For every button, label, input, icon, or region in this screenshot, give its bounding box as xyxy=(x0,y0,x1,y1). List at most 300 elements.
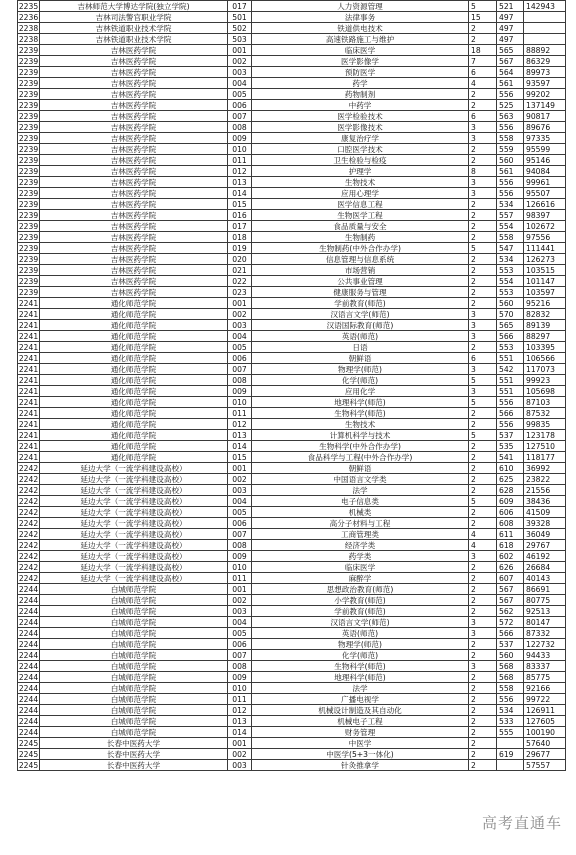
major-code-cell: 009 xyxy=(228,386,252,397)
school-name-cell: 吉林医药学院 xyxy=(40,188,228,199)
table-row xyxy=(18,320,566,331)
major-code-cell: 012 xyxy=(228,419,252,430)
plan-count-cell: 2 xyxy=(469,573,497,584)
min-score-cell: 560 xyxy=(497,298,524,309)
school-name-cell: 吉林医药学院 xyxy=(40,45,228,56)
min-rank-cell xyxy=(524,34,566,45)
major-name-cell: 汉语言文学(师范) xyxy=(252,309,469,320)
school-name-cell: 白城师范学院 xyxy=(40,617,228,628)
table-row xyxy=(18,342,566,353)
major-name-cell: 物理学(师范) xyxy=(252,639,469,650)
plan-count-cell: 6 xyxy=(469,67,497,78)
min-rank-cell: 99835 xyxy=(524,419,566,430)
major-code-cell: 016 xyxy=(228,210,252,221)
major-code-cell: 009 xyxy=(228,672,252,683)
plan-count-cell: 2 xyxy=(469,716,497,727)
school-name-cell: 通化师范学院 xyxy=(40,320,228,331)
school-name-cell: 吉林医药学院 xyxy=(40,177,228,188)
school-code-cell: 2242 xyxy=(18,474,39,484)
major-name-cell: 高速铁路施工与维护 xyxy=(252,34,469,45)
min-score-cell: 534 xyxy=(497,254,524,265)
plan-count-cell: 3 xyxy=(469,628,497,639)
school-code-cell: 2239 xyxy=(18,111,39,121)
admission-score-table xyxy=(17,0,566,771)
major-code-cell: 001 xyxy=(228,738,252,749)
table-row xyxy=(18,232,566,243)
school-code-cell: 2245 xyxy=(18,760,39,770)
min-score-cell: 602 xyxy=(497,551,524,562)
plan-count-cell: 2 xyxy=(469,265,497,276)
major-code-cell: 005 xyxy=(228,507,252,518)
min-rank-cell: 142943 xyxy=(524,1,566,12)
school-code-cell: 2242 xyxy=(18,562,39,572)
major-name-cell: 高分子材料与工程 xyxy=(252,518,469,529)
min-score-cell: 556 xyxy=(497,397,524,408)
plan-count-cell: 2 xyxy=(469,276,497,287)
min-score-cell: 561 xyxy=(497,166,524,177)
major-name-cell: 健康服务与管理 xyxy=(252,287,469,298)
min-rank-cell: 93597 xyxy=(524,78,566,89)
min-rank-cell: 41509 xyxy=(524,507,566,518)
school-name-cell: 通化师范学院 xyxy=(40,441,228,452)
major-name-cell: 护理学 xyxy=(252,166,469,177)
table-row xyxy=(18,760,566,771)
table-row xyxy=(18,265,566,276)
plan-count-cell: 2 xyxy=(469,221,497,232)
min-score-cell: 562 xyxy=(497,606,524,617)
table-row xyxy=(18,727,566,738)
major-code-cell: 009 xyxy=(228,551,252,562)
school-code-cell: 2239 xyxy=(18,276,39,286)
min-score-cell: 559 xyxy=(497,144,524,155)
table-row xyxy=(18,749,566,760)
major-code-cell: 005 xyxy=(228,628,252,639)
major-code-cell: 003 xyxy=(228,320,252,331)
min-score-cell: 537 xyxy=(497,430,524,441)
min-rank-cell: 94433 xyxy=(524,650,566,661)
table-row xyxy=(18,419,566,430)
min-score-cell: 554 xyxy=(497,276,524,287)
school-name-cell: 吉林医药学院 xyxy=(40,56,228,67)
school-code-cell: 2241 xyxy=(18,364,39,374)
major-code-cell: 012 xyxy=(228,705,252,716)
school-code-cell: 2241 xyxy=(18,386,39,396)
table-row xyxy=(18,683,566,694)
min-rank-cell: 89973 xyxy=(524,67,566,78)
min-rank-cell: 117073 xyxy=(524,364,566,375)
min-rank-cell: 95146 xyxy=(524,155,566,166)
major-name-cell: 生物技术 xyxy=(252,177,469,188)
table-row xyxy=(18,463,566,474)
min-score-cell: 554 xyxy=(497,221,524,232)
school-code-cell: 2239 xyxy=(18,67,39,77)
min-rank-cell: 123178 xyxy=(524,430,566,441)
major-name-cell: 食品质量与安全 xyxy=(252,221,469,232)
min-score-cell: 547 xyxy=(497,243,524,254)
min-rank-cell: 87532 xyxy=(524,408,566,419)
min-rank-cell: 127510 xyxy=(524,441,566,452)
school-code-cell: 2242 xyxy=(18,496,39,506)
min-rank-cell: 80775 xyxy=(524,595,566,606)
school-name-cell: 延边大学（一流学科建设高校） xyxy=(40,540,228,551)
min-score-cell: 525 xyxy=(497,100,524,111)
plan-count-cell: 2 xyxy=(469,518,497,529)
table-row xyxy=(18,364,566,375)
min-score-cell: 567 xyxy=(497,584,524,595)
table-body xyxy=(18,1,566,771)
school-name-cell: 延边大学（一流学科建设高校） xyxy=(40,474,228,485)
major-name-cell: 化学(师范) xyxy=(252,650,469,661)
plan-count-cell: 6 xyxy=(469,111,497,122)
school-code-cell: 2244 xyxy=(18,606,39,616)
school-code-cell: 2241 xyxy=(18,342,39,352)
min-rank-cell: 94084 xyxy=(524,166,566,177)
table-row xyxy=(18,221,566,232)
school-name-cell: 通化师范学院 xyxy=(40,408,228,419)
min-score-cell: 556 xyxy=(497,694,524,705)
min-rank-cell: 95599 xyxy=(524,144,566,155)
table-row xyxy=(18,111,566,122)
school-code-cell: 2244 xyxy=(18,716,39,726)
school-code-cell: 2242 xyxy=(18,507,39,517)
plan-count-cell: 3 xyxy=(469,188,497,199)
school-code-cell: 2241 xyxy=(18,441,39,451)
school-name-cell: 通化师范学院 xyxy=(40,375,228,386)
major-name-cell: 生物技术 xyxy=(252,419,469,430)
table-row xyxy=(18,78,566,89)
plan-count-cell: 8 xyxy=(469,166,497,177)
school-code-cell: 2241 xyxy=(18,408,39,418)
school-name-cell: 吉林医药学院 xyxy=(40,210,228,221)
min-score-cell: 570 xyxy=(497,309,524,320)
major-name-cell: 医学影像技术 xyxy=(252,122,469,133)
plan-count-cell: 2 xyxy=(469,100,497,111)
min-rank-cell: 103597 xyxy=(524,287,566,298)
major-code-cell: 003 xyxy=(228,760,252,771)
school-name-cell: 白城师范学院 xyxy=(40,606,228,617)
school-name-cell: 通化师范学院 xyxy=(40,309,228,320)
plan-count-cell: 2 xyxy=(469,705,497,716)
plan-count-cell: 5 xyxy=(469,1,497,12)
school-code-cell: 2242 xyxy=(18,540,39,550)
min-rank-cell: 88892 xyxy=(524,45,566,56)
school-name-cell: 延边大学（一流学科建设高校） xyxy=(40,496,228,507)
min-rank-cell: 90817 xyxy=(524,111,566,122)
plan-count-cell: 2 xyxy=(469,155,497,166)
min-rank-cell: 87103 xyxy=(524,397,566,408)
school-name-cell: 白城师范学院 xyxy=(40,683,228,694)
plan-count-cell: 2 xyxy=(469,199,497,210)
plan-count-cell: 2 xyxy=(469,507,497,518)
plan-count-cell: 5 xyxy=(469,496,497,507)
plan-count-cell: 5 xyxy=(469,430,497,441)
table-row xyxy=(18,705,566,716)
major-code-cell: 019 xyxy=(228,243,252,254)
min-score-cell: 557 xyxy=(497,210,524,221)
table-row xyxy=(18,529,566,540)
min-score-cell: 563 xyxy=(497,111,524,122)
major-code-cell: 014 xyxy=(228,188,252,199)
school-code-cell: 2244 xyxy=(18,727,39,737)
plan-count-cell: 4 xyxy=(469,78,497,89)
plan-count-cell: 5 xyxy=(469,397,497,408)
min-rank-cell: 137149 xyxy=(524,100,566,111)
table-row xyxy=(18,34,566,45)
school-code-cell: 2239 xyxy=(18,221,39,231)
min-rank-cell: 99923 xyxy=(524,375,566,386)
plan-count-cell: 3 xyxy=(469,661,497,672)
min-score-cell: 568 xyxy=(497,661,524,672)
major-name-cell: 工商管理类 xyxy=(252,529,469,540)
major-name-cell: 中医学(5+3一体化) xyxy=(252,749,469,760)
major-code-cell: 501 xyxy=(228,12,252,23)
plan-count-cell: 6 xyxy=(469,353,497,364)
school-code-cell: 2244 xyxy=(18,584,39,594)
school-name-cell: 白城师范学院 xyxy=(40,584,228,595)
major-code-cell: 503 xyxy=(228,34,252,45)
major-code-cell: 013 xyxy=(228,177,252,188)
min-score-cell: 551 xyxy=(497,353,524,364)
school-code-cell: 2239 xyxy=(18,199,39,209)
school-name-cell: 通化师范学院 xyxy=(40,353,228,364)
school-code-cell: 2241 xyxy=(18,309,39,319)
plan-count-cell: 3 xyxy=(469,177,497,188)
min-score-cell: 533 xyxy=(497,716,524,727)
major-name-cell: 临床医学 xyxy=(252,562,469,573)
table-row xyxy=(18,177,566,188)
major-name-cell: 机械类 xyxy=(252,507,469,518)
min-rank-cell: 23822 xyxy=(524,474,566,485)
school-code-cell: 2235 xyxy=(18,1,39,11)
min-rank-cell: 95507 xyxy=(524,188,566,199)
school-code-cell: 2242 xyxy=(18,463,39,473)
school-name-cell: 白城师范学院 xyxy=(40,628,228,639)
major-name-cell: 广播电视学 xyxy=(252,694,469,705)
school-name-cell: 吉林医药学院 xyxy=(40,144,228,155)
major-name-cell: 食品科学与工程(中外合作办学) xyxy=(252,452,469,463)
min-score-cell: 556 xyxy=(497,89,524,100)
school-name-cell: 通化师范学院 xyxy=(40,386,228,397)
school-code-cell: 2244 xyxy=(18,661,39,671)
min-score-cell: 553 xyxy=(497,342,524,353)
major-name-cell: 应用心理学 xyxy=(252,188,469,199)
school-code-cell: 2239 xyxy=(18,155,39,165)
major-name-cell: 生物科学(师范) xyxy=(252,408,469,419)
min-rank-cell: 122732 xyxy=(524,639,566,650)
school-name-cell: 吉林医药学院 xyxy=(40,276,228,287)
table-row xyxy=(18,595,566,606)
school-name-cell: 长春中医药大学 xyxy=(40,760,228,771)
plan-count-cell: 2 xyxy=(469,738,497,749)
table-row xyxy=(18,628,566,639)
min-score-cell: 572 xyxy=(497,617,524,628)
plan-count-cell: 2 xyxy=(469,342,497,353)
major-code-cell: 008 xyxy=(228,540,252,551)
major-code-cell: 007 xyxy=(228,529,252,540)
major-code-cell: 004 xyxy=(228,617,252,628)
major-name-cell: 针灸推拿学 xyxy=(252,760,469,771)
min-score-cell: 558 xyxy=(497,232,524,243)
plan-count-cell: 3 xyxy=(469,617,497,628)
school-name-cell: 吉林医药学院 xyxy=(40,287,228,298)
school-code-cell: 2241 xyxy=(18,375,39,385)
major-name-cell: 市场营销 xyxy=(252,265,469,276)
min-rank-cell: 100190 xyxy=(524,727,566,738)
table-row xyxy=(18,23,566,34)
major-code-cell: 004 xyxy=(228,78,252,89)
major-code-cell: 010 xyxy=(228,562,252,573)
school-code-cell: 2244 xyxy=(18,595,39,605)
major-code-cell: 502 xyxy=(228,23,252,34)
table-row xyxy=(18,67,566,78)
plan-count-cell: 7 xyxy=(469,56,497,67)
table-row xyxy=(18,243,566,254)
major-name-cell: 应用化学 xyxy=(252,386,469,397)
major-code-cell: 011 xyxy=(228,694,252,705)
major-code-cell: 013 xyxy=(228,716,252,727)
school-name-cell: 白城师范学院 xyxy=(40,727,228,738)
major-name-cell: 生物医学工程 xyxy=(252,210,469,221)
plan-count-cell: 2 xyxy=(469,408,497,419)
school-name-cell: 延边大学（一流学科建设高校） xyxy=(40,562,228,573)
min-score-cell: 626 xyxy=(497,562,524,573)
major-name-cell: 汉语国际教育(师范) xyxy=(252,320,469,331)
min-score-cell: 628 xyxy=(497,485,524,496)
school-name-cell: 白城师范学院 xyxy=(40,694,228,705)
major-code-cell: 002 xyxy=(228,56,252,67)
min-rank-cell: 92166 xyxy=(524,683,566,694)
school-code-cell: 2244 xyxy=(18,628,39,638)
table-row xyxy=(18,12,566,23)
major-name-cell: 中医学 xyxy=(252,738,469,749)
school-name-cell: 长春中医药大学 xyxy=(40,738,228,749)
school-code-cell: 2242 xyxy=(18,518,39,528)
table-row xyxy=(18,298,566,309)
min-rank-cell: 21556 xyxy=(524,485,566,496)
plan-count-cell: 3 xyxy=(469,551,497,562)
table-row xyxy=(18,441,566,452)
min-score-cell: 565 xyxy=(497,320,524,331)
major-name-cell: 物理学(师范) xyxy=(252,364,469,375)
table-row xyxy=(18,474,566,485)
min-score-cell: 561 xyxy=(497,78,524,89)
table-row xyxy=(18,661,566,672)
plan-count-cell: 3 xyxy=(469,122,497,133)
school-name-cell: 吉林医药学院 xyxy=(40,199,228,210)
school-code-cell: 2239 xyxy=(18,133,39,143)
major-name-cell: 朝鲜语 xyxy=(252,353,469,364)
school-name-cell: 白城师范学院 xyxy=(40,705,228,716)
plan-count-cell: 2 xyxy=(469,210,497,221)
plan-count-cell: 2 xyxy=(469,672,497,683)
school-name-cell: 通化师范学院 xyxy=(40,331,228,342)
min-score-cell: 497 xyxy=(497,12,524,23)
table-row xyxy=(18,155,566,166)
min-score-cell: 566 xyxy=(497,628,524,639)
major-code-cell: 002 xyxy=(228,309,252,320)
school-name-cell: 吉林医药学院 xyxy=(40,243,228,254)
min-score-cell: 534 xyxy=(497,199,524,210)
school-name-cell: 延边大学（一流学科建设高校） xyxy=(40,507,228,518)
min-score-cell: 537 xyxy=(497,639,524,650)
min-score-cell: 568 xyxy=(497,672,524,683)
major-name-cell: 学前教育(师范) xyxy=(252,298,469,309)
major-code-cell: 010 xyxy=(228,397,252,408)
major-code-cell: 001 xyxy=(228,298,252,309)
min-score-cell: 609 xyxy=(497,496,524,507)
min-rank-cell: 126273 xyxy=(524,254,566,265)
table-row xyxy=(18,353,566,364)
plan-count-cell: 2 xyxy=(469,254,497,265)
min-rank-cell: 36049 xyxy=(524,529,566,540)
school-name-cell: 吉林医药学院 xyxy=(40,122,228,133)
min-score-cell: 558 xyxy=(497,133,524,144)
school-code-cell: 2239 xyxy=(18,243,39,253)
major-name-cell: 信息管理与信息系统 xyxy=(252,254,469,265)
table-row xyxy=(18,166,566,177)
plan-count-cell: 3 xyxy=(469,320,497,331)
major-code-cell: 011 xyxy=(228,408,252,419)
major-name-cell: 药物制剂 xyxy=(252,89,469,100)
major-code-cell: 012 xyxy=(228,166,252,177)
major-name-cell: 中国语言文学类 xyxy=(252,474,469,485)
min-score-cell: 564 xyxy=(497,67,524,78)
plan-count-cell: 3 xyxy=(469,331,497,342)
min-rank-cell: 118177 xyxy=(524,452,566,463)
min-score-cell: 611 xyxy=(497,529,524,540)
min-score-cell: 541 xyxy=(497,452,524,463)
major-code-cell: 004 xyxy=(228,331,252,342)
school-code-cell: 2241 xyxy=(18,331,39,341)
major-code-cell: 018 xyxy=(228,232,252,243)
plan-count-cell: 2 xyxy=(469,144,497,155)
major-name-cell: 医学信息工程 xyxy=(252,199,469,210)
table-row xyxy=(18,56,566,67)
school-name-cell: 白城师范学院 xyxy=(40,650,228,661)
plan-count-cell: 2 xyxy=(469,606,497,617)
plan-count-cell: 2 xyxy=(469,287,497,298)
min-score-cell: 542 xyxy=(497,364,524,375)
min-rank-cell: 46192 xyxy=(524,551,566,562)
major-name-cell: 公共事业管理 xyxy=(252,276,469,287)
plan-count-cell: 2 xyxy=(469,760,497,771)
school-name-cell: 通化师范学院 xyxy=(40,452,228,463)
school-name-cell: 通化师范学院 xyxy=(40,419,228,430)
plan-count-cell: 2 xyxy=(469,232,497,243)
plan-count-cell: 2 xyxy=(469,595,497,606)
watermark-text: 高考直通车 xyxy=(481,814,562,832)
school-name-cell: 延边大学（一流学科建设高校） xyxy=(40,573,228,584)
plan-count-cell: 4 xyxy=(469,529,497,540)
min-rank-cell: 102672 xyxy=(524,221,566,232)
table-row xyxy=(18,144,566,155)
min-rank-cell: 111441 xyxy=(524,243,566,254)
school-code-cell: 2245 xyxy=(18,738,39,748)
min-rank-cell: 26684 xyxy=(524,562,566,573)
major-code-cell: 014 xyxy=(228,441,252,452)
min-rank-cell: 88297 xyxy=(524,331,566,342)
school-name-cell: 吉林医药学院 xyxy=(40,232,228,243)
plan-count-cell: 2 xyxy=(469,23,497,34)
min-rank-cell: 87332 xyxy=(524,628,566,639)
min-rank-cell: 127605 xyxy=(524,716,566,727)
min-score-cell: 606 xyxy=(497,507,524,518)
school-name-cell: 长春中医药大学 xyxy=(40,749,228,760)
min-score-cell: 567 xyxy=(497,56,524,67)
school-name-cell: 吉林医药学院 xyxy=(40,133,228,144)
table-row xyxy=(18,199,566,210)
major-code-cell: 023 xyxy=(228,287,252,298)
